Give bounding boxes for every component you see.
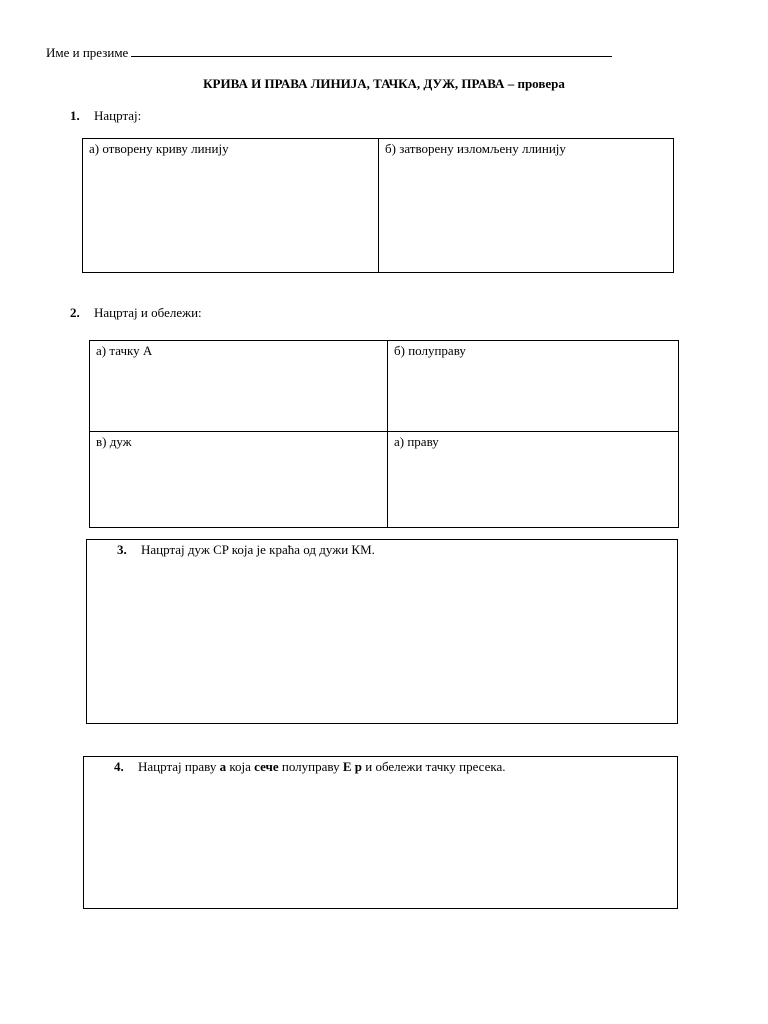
q2-cell-b[interactable] [388,341,679,432]
q2-cell-a[interactable] [90,341,388,432]
q3-number: 3. [117,542,127,557]
title-main: КРИВА И ПРАВА ЛИНИЈА, ТАЧКА, ДУЖ, ПРАВА – [203,76,518,91]
q1-number: 1. [70,108,80,123]
q2-number: 2. [70,305,80,320]
q3-box[interactable] [86,539,678,724]
q3-prompt: Нацртај дуж CP која је краћа од дужи КМ. [141,542,375,557]
q2-cell-a-label: а) тачку А [96,343,153,358]
q4-bold-ep: Е р [342,759,362,774]
q2-cell-d-label: а) праву [394,434,439,449]
q1-cell-b-label: б) затворену изломљену ллинију [385,141,566,156]
name-blank-field[interactable] [131,44,612,57]
q4-text-3: полуправу [278,759,343,774]
q2-table [89,340,679,528]
q4-bold-a: а [219,759,227,774]
q1-prompt: Нацртај: [94,108,142,123]
q1-table [82,138,674,273]
q4-text-2: која [226,759,255,774]
q1-cell-b[interactable] [379,139,674,273]
q4-box[interactable] [83,756,678,909]
name-label: Име и презиме [46,45,129,60]
q2-prompt: Нацртај и обележи: [94,305,202,320]
q4-heading [114,759,506,775]
q4-bold-seche: сече [254,759,279,774]
q2-cell-d[interactable] [388,432,679,528]
q1-cell-a[interactable] [83,139,379,273]
q1-heading [70,108,141,124]
name-line [46,44,612,61]
page-title [0,76,768,92]
q1-cell-a-label: а) отворену криву линију [89,141,229,156]
q3-heading [117,542,375,558]
q2-cell-c-label: в) дуж [96,434,132,449]
q4-text-4: и обележи тачку пресека. [361,759,506,774]
q2-heading [70,305,202,321]
q2-cell-c[interactable] [90,432,388,528]
q4-number: 4. [114,759,124,774]
q4-text-1: Нацртај праву [138,759,220,774]
title-suffix: провера [517,76,565,91]
q2-cell-b-label: б) полуправу [394,343,466,358]
